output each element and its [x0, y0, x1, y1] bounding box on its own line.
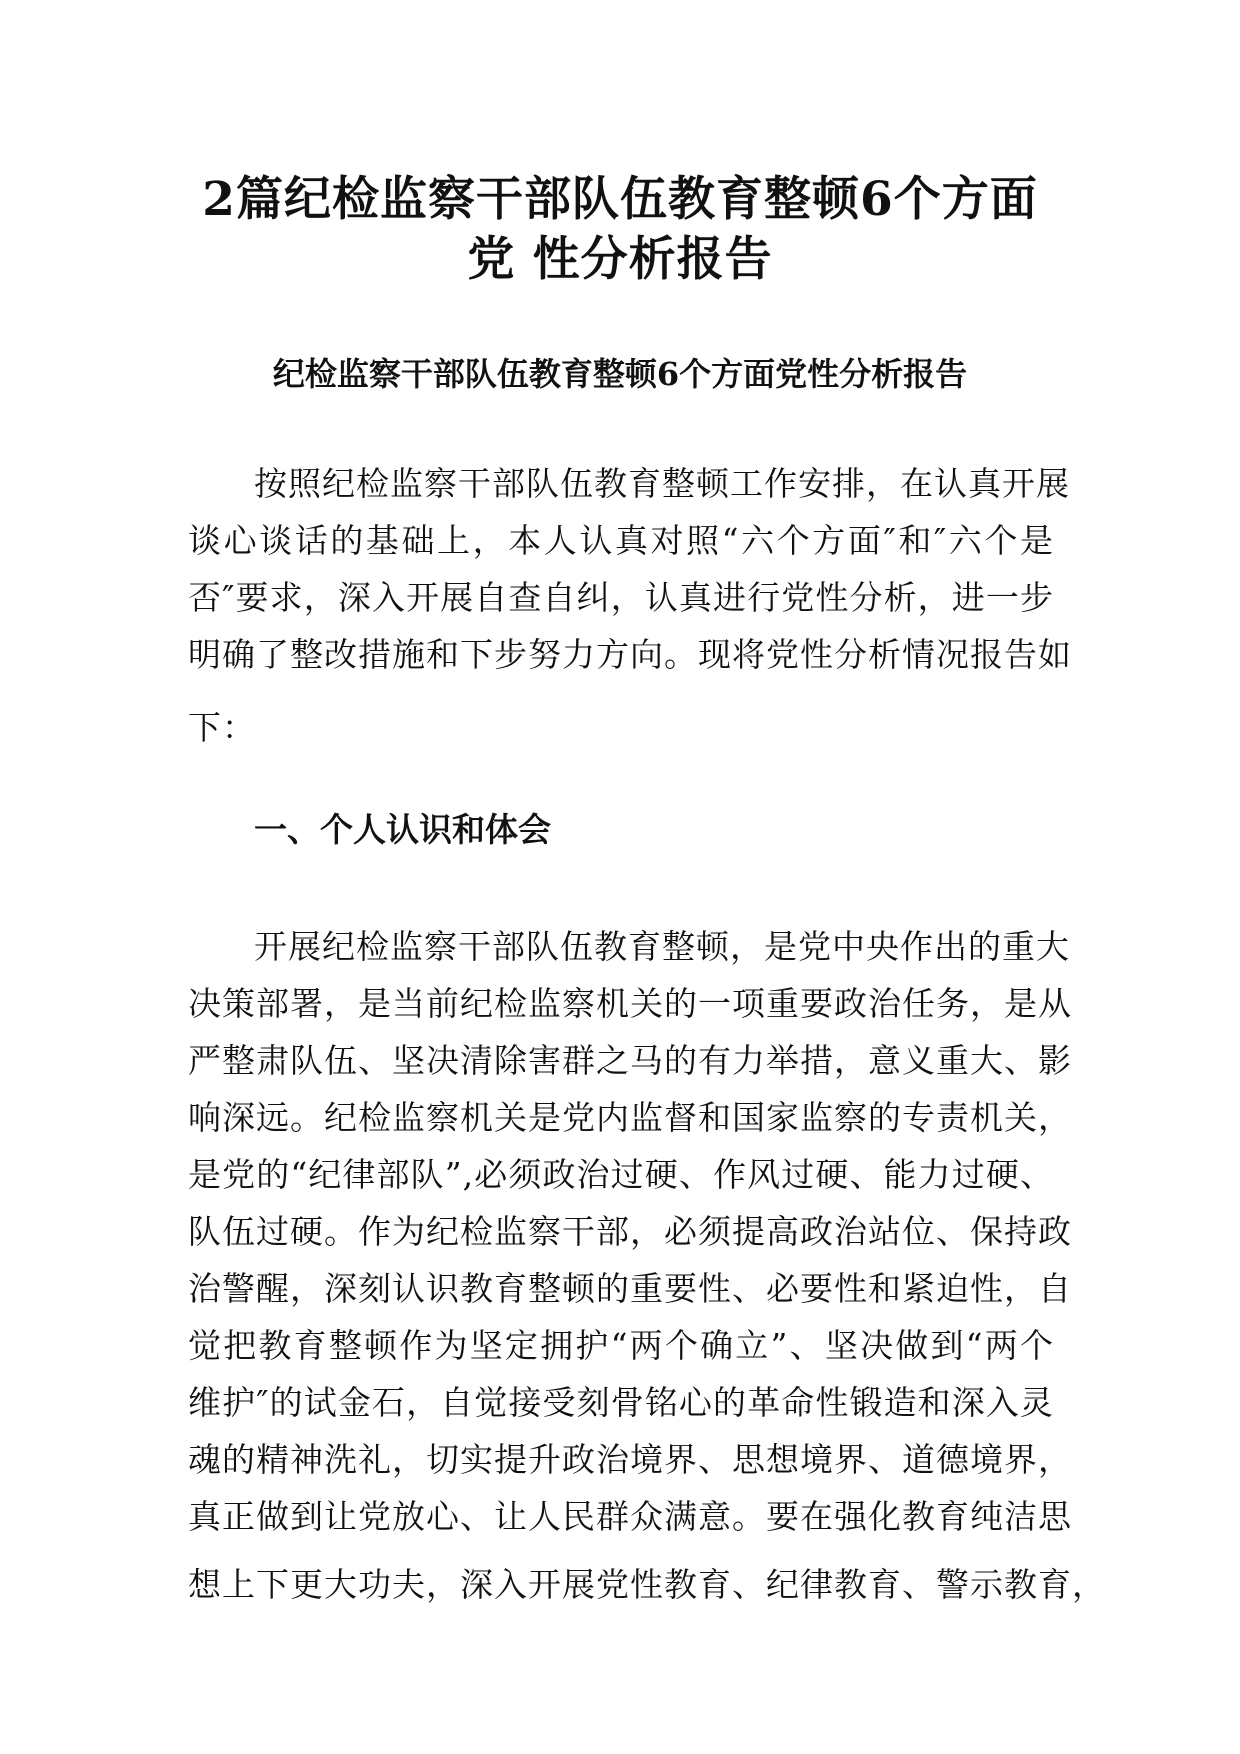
paragraph-line: 治警醒，深刻认识教育整顿的重要性、必要性和紧迫性，自: [188, 1269, 1072, 1308]
document-subtitle: 纪检监察干部队伍教育整顿6个方面党性分析报告: [272, 355, 968, 393]
paragraph-line: 觉把教育整顿作为坚定拥护“两个确立”、坚决做到“两个: [188, 1326, 1054, 1365]
document-title-line-1: 2篇纪检监察干部队伍教育整顿6个方面: [202, 172, 1038, 227]
intro-line: 否″要求，深入开展自查自纠，认真进行党性分析，进一步: [188, 578, 1054, 617]
paragraph-line: 维护″的试金石，自觉接受刻骨铭心的革命性锻造和深入灵: [188, 1383, 1054, 1422]
paragraph-line: 严整肃队伍、坚决清除害群之马的有力举措，意义重大、影: [188, 1041, 1072, 1080]
paragraph-line: 开展纪检监察干部队伍教育整顿，是党中央作出的重大: [254, 927, 1070, 966]
paragraph-line: 响深远。纪检监察机关是党内监督和国家监察的专责机关，: [188, 1098, 1072, 1137]
document-title: [150, 170, 1090, 290]
intro-paragraph: [188, 455, 1072, 756]
document-title-line-2: 党 性分析报告: [467, 232, 773, 287]
intro-line: 明确了整改措施和下步努力方向。现将党性分析情况报告如: [188, 635, 1072, 674]
paragraph-line: 魂的精神洗礼，切实提升政治境界、思想境界、道德境界，: [188, 1440, 1072, 1479]
intro-line: 按照纪检监察干部队伍教育整顿工作安排，在认真开展: [254, 464, 1070, 503]
section-heading-1: 一、个人认识和体会: [254, 810, 551, 849]
paragraph-line: 是党的“纪律部队”,必须政治过硬、作风过硬、能力过硬、: [188, 1155, 1054, 1194]
paragraph-line: 决策部署，是当前纪检监察机关的一项重要政治任务，是从: [188, 984, 1072, 1023]
paragraph-line: 想上下更大功夫，深入开展党性教育、纪律教育、警示教育，: [188, 1565, 1106, 1604]
paragraph-line: 队伍过硬。作为纪检监察干部，必须提高政治站位、保持政: [188, 1212, 1072, 1251]
intro-line: 下：: [188, 708, 256, 747]
section-1-paragraph: [188, 918, 1106, 1613]
paragraph-line: 真正做到让党放心、让人民群众满意。要在强化教育纯洁思: [188, 1497, 1072, 1536]
intro-line: 谈心谈话的基础上，本人认真对照“六个方面″和″六个是: [188, 521, 1054, 560]
